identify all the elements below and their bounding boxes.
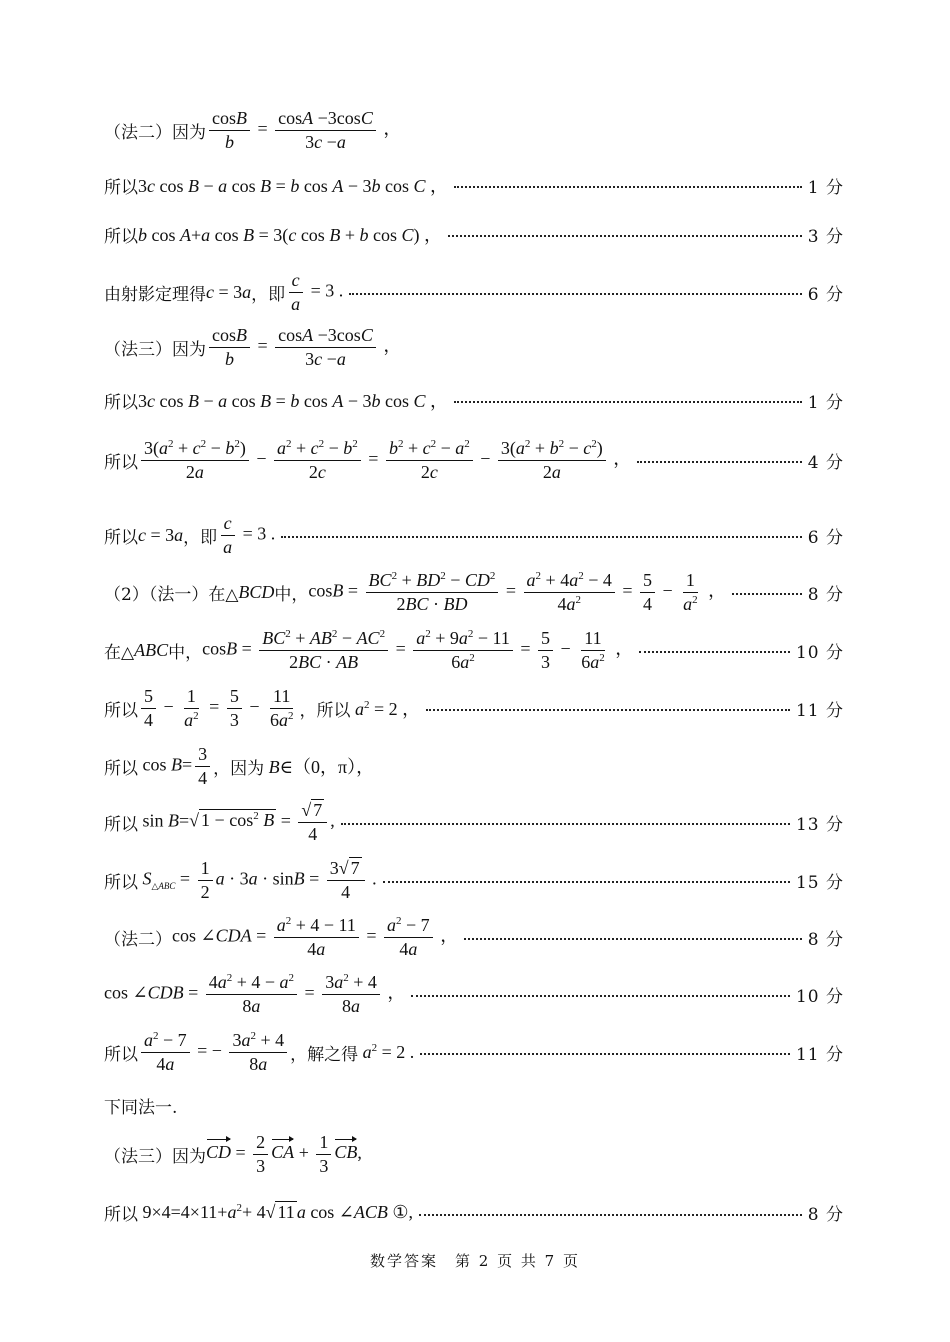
dot-leader [448, 235, 802, 237]
line-label: 在△ [104, 642, 135, 663]
line-label: 所以 [104, 700, 138, 721]
line-label: （法三）因为 [104, 1146, 206, 1167]
solution-line [104, 972, 844, 1016]
score: 6 分 [807, 527, 844, 548]
math-expression: cosB = $\frac{BC^2 + AB^2 - AC^2}{2BC \cdot AB}$ = $\frac{a^2 + 9a^2 - 11}{6a^2}$ = $\frac{5}{3}$ − $\frac{11}{6a^2}$ ， [202, 628, 634, 672]
solution-line [104, 800, 844, 844]
dot-leader [454, 401, 802, 403]
score: 1 分 [807, 177, 844, 198]
line-label-2: ，即 [251, 284, 286, 305]
solution-line [104, 1093, 844, 1118]
line-label: 所以 [104, 226, 138, 247]
math-expression: CD = $\frac{2}{3}$ CA + $\frac{1}{3}$ CB, [206, 1132, 362, 1176]
score: 11 分 [795, 1044, 844, 1065]
math-expression: $a^2 = 2$ . [362, 1041, 415, 1062]
score: 4 分 [807, 452, 844, 473]
line-label-2: ，解之得 [290, 1044, 359, 1065]
math-expression: b cos A+a cos B = 3(c cos B + b cos C) ， [138, 225, 442, 245]
dot-leader [411, 995, 790, 997]
dot-leader [454, 186, 802, 188]
solution-line [104, 686, 844, 730]
score: 6 分 [807, 284, 844, 305]
dot-leader [281, 536, 801, 538]
solution-line [104, 915, 844, 959]
score: 1 分 [807, 392, 844, 413]
dot-leader [341, 823, 790, 825]
line-label: （法二） [104, 929, 172, 950]
math-expression: $\frac{a^2 - 7}{4a}$ = − $\frac{3a^2 + 4}{8a}$ [138, 1030, 290, 1074]
math-expression: cos ∠CDA = $\frac{a^2 + 4 - 11}{4a}$ = $\frac{a^2 - 7}{4a}$ ， [172, 915, 459, 959]
math-expression: $\frac{c}{a}$ = 3 . [285, 270, 343, 314]
line-label: 所以 [104, 177, 138, 198]
line-label-2: ，即 [183, 527, 218, 548]
line-label: 所以 [104, 1044, 138, 1065]
score: 10 分 [795, 986, 844, 1007]
math-expression: B∈（0，π）， [268, 757, 375, 778]
solution-line [104, 513, 844, 557]
math-expression: $S_{\triangle ABC}$ = $\frac{1}{2}$ a · 3a · sinB = $\frac{3√ 7}{4}$ . [142, 858, 377, 902]
line-label: 所以 [104, 872, 138, 893]
line-label-2: 中， [274, 584, 309, 605]
solution-line [104, 744, 844, 788]
math-expression: $9\times 4=4\times 11+a^2+ 4√$ 11 a cos ∠ACB ①, [138, 1202, 414, 1222]
solution-line [104, 270, 844, 314]
math-expression: 3c cos B − a cos B = b cos A − 3b cos C ， [138, 391, 448, 411]
line-label: （法三）因为 [104, 339, 206, 360]
score: 3 分 [807, 226, 844, 247]
line-label: 所以 [104, 758, 138, 779]
solution-line [104, 221, 844, 247]
solution-line [104, 172, 844, 198]
solution-line [104, 858, 844, 902]
solution-line [104, 570, 844, 614]
math-expression: $\frac{3(a^2 + c^2 - b^2)}{2a}$ − $\frac{a^2 + c^2 - b^2}{2c}$ = $\frac{b^2 + c^2 - a^2}{2c}$ − $\frac{3(a^2 + b^2 - c^2)}{2a}$ ， [138, 438, 631, 482]
line-label: 所以 [104, 527, 138, 548]
line-label: 由射影定理得 [104, 284, 206, 305]
math-expression: sin B=√ $1 - \cos^2 B$ = $\frac{√ 7}{4}$ , [138, 800, 335, 844]
math-expression: cos ∠CDB = $\frac{4a^2 + 4 - a^2}{8a}$ = $\frac{3a^2 + 4}{8a}$ ， [104, 972, 406, 1016]
line-label: 所以 [104, 1205, 138, 1225]
math-expression: $a^2 = 2$ ， [354, 699, 421, 720]
math-expression: 3c cos B − a cos B = b cos A − 3b cos C ， [138, 176, 448, 196]
score: 8 分 [807, 584, 844, 605]
math-expression: cosB = $\frac{BC^2 + BD^2 - CD^2}{2BC \cdot BD}$ = $\frac{a^2 + 4a^2 - 4}{4a^2}$ = $\frac{5}{4}$ − $\frac{1}{a^2}$ ， [308, 570, 727, 614]
math-expression: ABC [134, 639, 169, 660]
solution-line [104, 438, 844, 482]
solution-line [104, 387, 844, 413]
score: 8 分 [807, 929, 844, 950]
line-label: 所以 [104, 392, 138, 413]
solution-line [104, 325, 844, 369]
line-label: （2）（法一）在△ [104, 584, 239, 605]
dot-leader [420, 1053, 790, 1055]
solution-line [104, 1200, 844, 1225]
line-label: 所以 [104, 452, 138, 473]
line-label-2: 中， [168, 642, 203, 663]
line-label: 下同法一. [104, 1098, 178, 1118]
math-expression: c = 3a [206, 281, 252, 302]
dot-leader [639, 651, 790, 653]
math-expression: $\frac{\cos B}{b}$ = $\frac{\cos A -3\cos C}{3c -a}$ ， [206, 108, 401, 152]
math-expression: $\frac{\cos B}{b}$ = $\frac{\cos A -3\cos C}{3c -a}$ ， [206, 325, 401, 369]
score: 15 分 [795, 872, 844, 893]
dot-leader [464, 938, 802, 940]
dot-leader [732, 593, 802, 595]
math-expression: $\frac{5}{4}$ − $\frac{1}{a^2}$ = $\frac{5}{3}$ − $\frac{11}{6a^2}$ [138, 686, 299, 730]
solution-line [104, 1030, 844, 1074]
line-label-2: ，所以 [299, 700, 351, 721]
score: 8 分 [807, 1205, 844, 1225]
math-expression: $\frac{c}{a}$ = 3 . [217, 513, 275, 557]
dot-leader [383, 881, 790, 883]
score: 13 分 [795, 814, 844, 835]
math-expression: cos B= $\frac{3}{4}$ [138, 744, 213, 788]
dot-leader [419, 1214, 802, 1216]
solution-line [104, 1132, 844, 1176]
page-footer: 数学答案 第 2 页 共 7 页 [370, 1252, 580, 1270]
solution-line [104, 628, 844, 672]
math-expression: BCD [238, 581, 275, 602]
solution-line [104, 108, 844, 152]
line-label: 所以 [104, 814, 138, 835]
line-label-2: ，因为 [213, 758, 265, 779]
score: 10 分 [795, 642, 844, 663]
dot-leader [637, 461, 802, 463]
dot-leader [426, 709, 790, 711]
math-expression: c = 3a [138, 524, 184, 545]
dot-leader [349, 293, 801, 295]
score: 11 分 [795, 700, 844, 721]
line-label: （法二）因为 [104, 122, 206, 143]
